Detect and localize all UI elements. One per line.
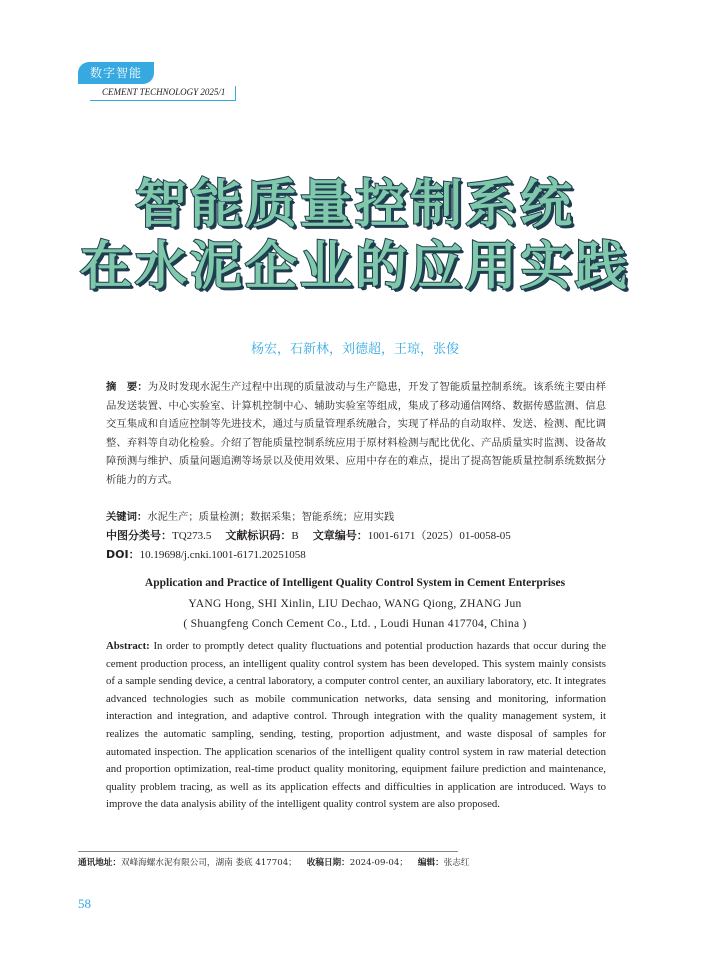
classification-line xyxy=(106,527,606,546)
received-date-value: 2024-09-04； xyxy=(349,858,408,868)
authors-cn: 杨宏，石新林，刘德超，王琼，张俊 xyxy=(250,342,459,357)
clc-value: TQ273.5 xyxy=(172,530,212,542)
keywords-cn xyxy=(106,508,606,527)
journal-running-head: CEMENT TECHNOLOGY 2025/1 xyxy=(90,86,236,101)
keywords-cn-label: 关键词： xyxy=(106,511,148,523)
editor-value: 张志红 xyxy=(443,858,470,868)
doi-value: 10.19698/j.cnki.1001-6171.20251058 xyxy=(139,549,306,561)
keywords-cn-text: 水泥生产；质量检测；数据采集；智能系统；应用实践 xyxy=(147,511,395,523)
section-tag: 数字智能 xyxy=(78,62,154,84)
abstract-cn xyxy=(106,378,606,489)
doc-code-label: 文献标识码： xyxy=(225,529,292,542)
article-number-value: 1001-6171（2025）01-0058-05 xyxy=(367,530,511,542)
abstract-en-label: Abstract: xyxy=(106,640,150,652)
article-title-line-2: 在水泥企业的应用实践 xyxy=(79,237,630,297)
english-affiliation: ( Shuangfeng Conch Cement Co., Ltd. , Loudi Hunan 417704, China ) xyxy=(183,618,527,630)
english-authors: YANG Hong, SHI Xinlin, LIU Dechao, WANG Qiong, ZHANG Jun xyxy=(188,598,522,610)
article-number-label: 文章编号： xyxy=(312,529,368,542)
clc-label: 中图分类号： xyxy=(106,529,172,542)
editor-label: 编辑： xyxy=(417,858,444,868)
footnote-divider xyxy=(78,851,458,852)
received-date-label: 收稿日期： xyxy=(306,858,350,868)
doc-code-value: B xyxy=(291,530,299,542)
doi-label: DOI： xyxy=(106,548,140,561)
footnote xyxy=(78,857,638,869)
abstract-cn-label: 摘 要： xyxy=(106,381,148,393)
address-label: 通讯地址： xyxy=(78,858,121,868)
doi-line xyxy=(106,546,606,565)
address-value: 双峰海螺水泥有限公司，湖南 娄底 417704； xyxy=(120,858,297,868)
article-title-line-1: 智能质量控制系统 xyxy=(134,175,575,235)
abstract-en xyxy=(106,638,606,814)
abstract-en-text: In order to promptly detect quality fluctuations and potential production hazards that occur during the cement production process, an intelligent quality control system has been developed. This system mainly consists of a sample sending device, a central laboratory, a computer control center, an auxiliary laboratory, etc. It integrates advanced technologies such as mobile communication networks, data sensing and monitoring, information interaction and integration, and adaptive control. Through integration with the quality management system, it realizes the automatic sampling, sending, testing, proportion adjustment, and waste disposal of samples for automated inspection. The application scenarios of the intelligent quality control system in raw material detection and proportion optimization, real-time product quality monitoring, equipment failure prediction and maintenance, quality problem tracing, as well as its application effects and difficulties in application are introduced. Ways to improve the data analysis ability of the intelligent quality control system are also proposed. xyxy=(106,640,606,811)
page-number: 58 xyxy=(78,896,91,911)
abstract-cn-text: 为及时发现水泥生产过程中出现的质量波动与生产隐患，开发了智能质量控制系统。该系统主要由样品发送装置、中心实验室、计算机控制中心、辅助实验室等组成，集成了移动通信网络、数据传感监测、信息交互集成和自适应控制等先进技术，通过与质量管理系统融合，实现了样品的自动取样、发送、检测、配比调整、弃料等自动化检验。介绍了智能质量控制系统应用于原材料检测与配比优化、产品质量实时监测、设备故障预测与维护、质量问题追溯等场景以及使用效果、应用中存在的难点，提出了提高智能质量控制系统数据分析能力的方式。 xyxy=(106,381,607,486)
english-title: Application and Practice of Intelligent Quality Control System in Cement Enterprises xyxy=(144,577,566,589)
